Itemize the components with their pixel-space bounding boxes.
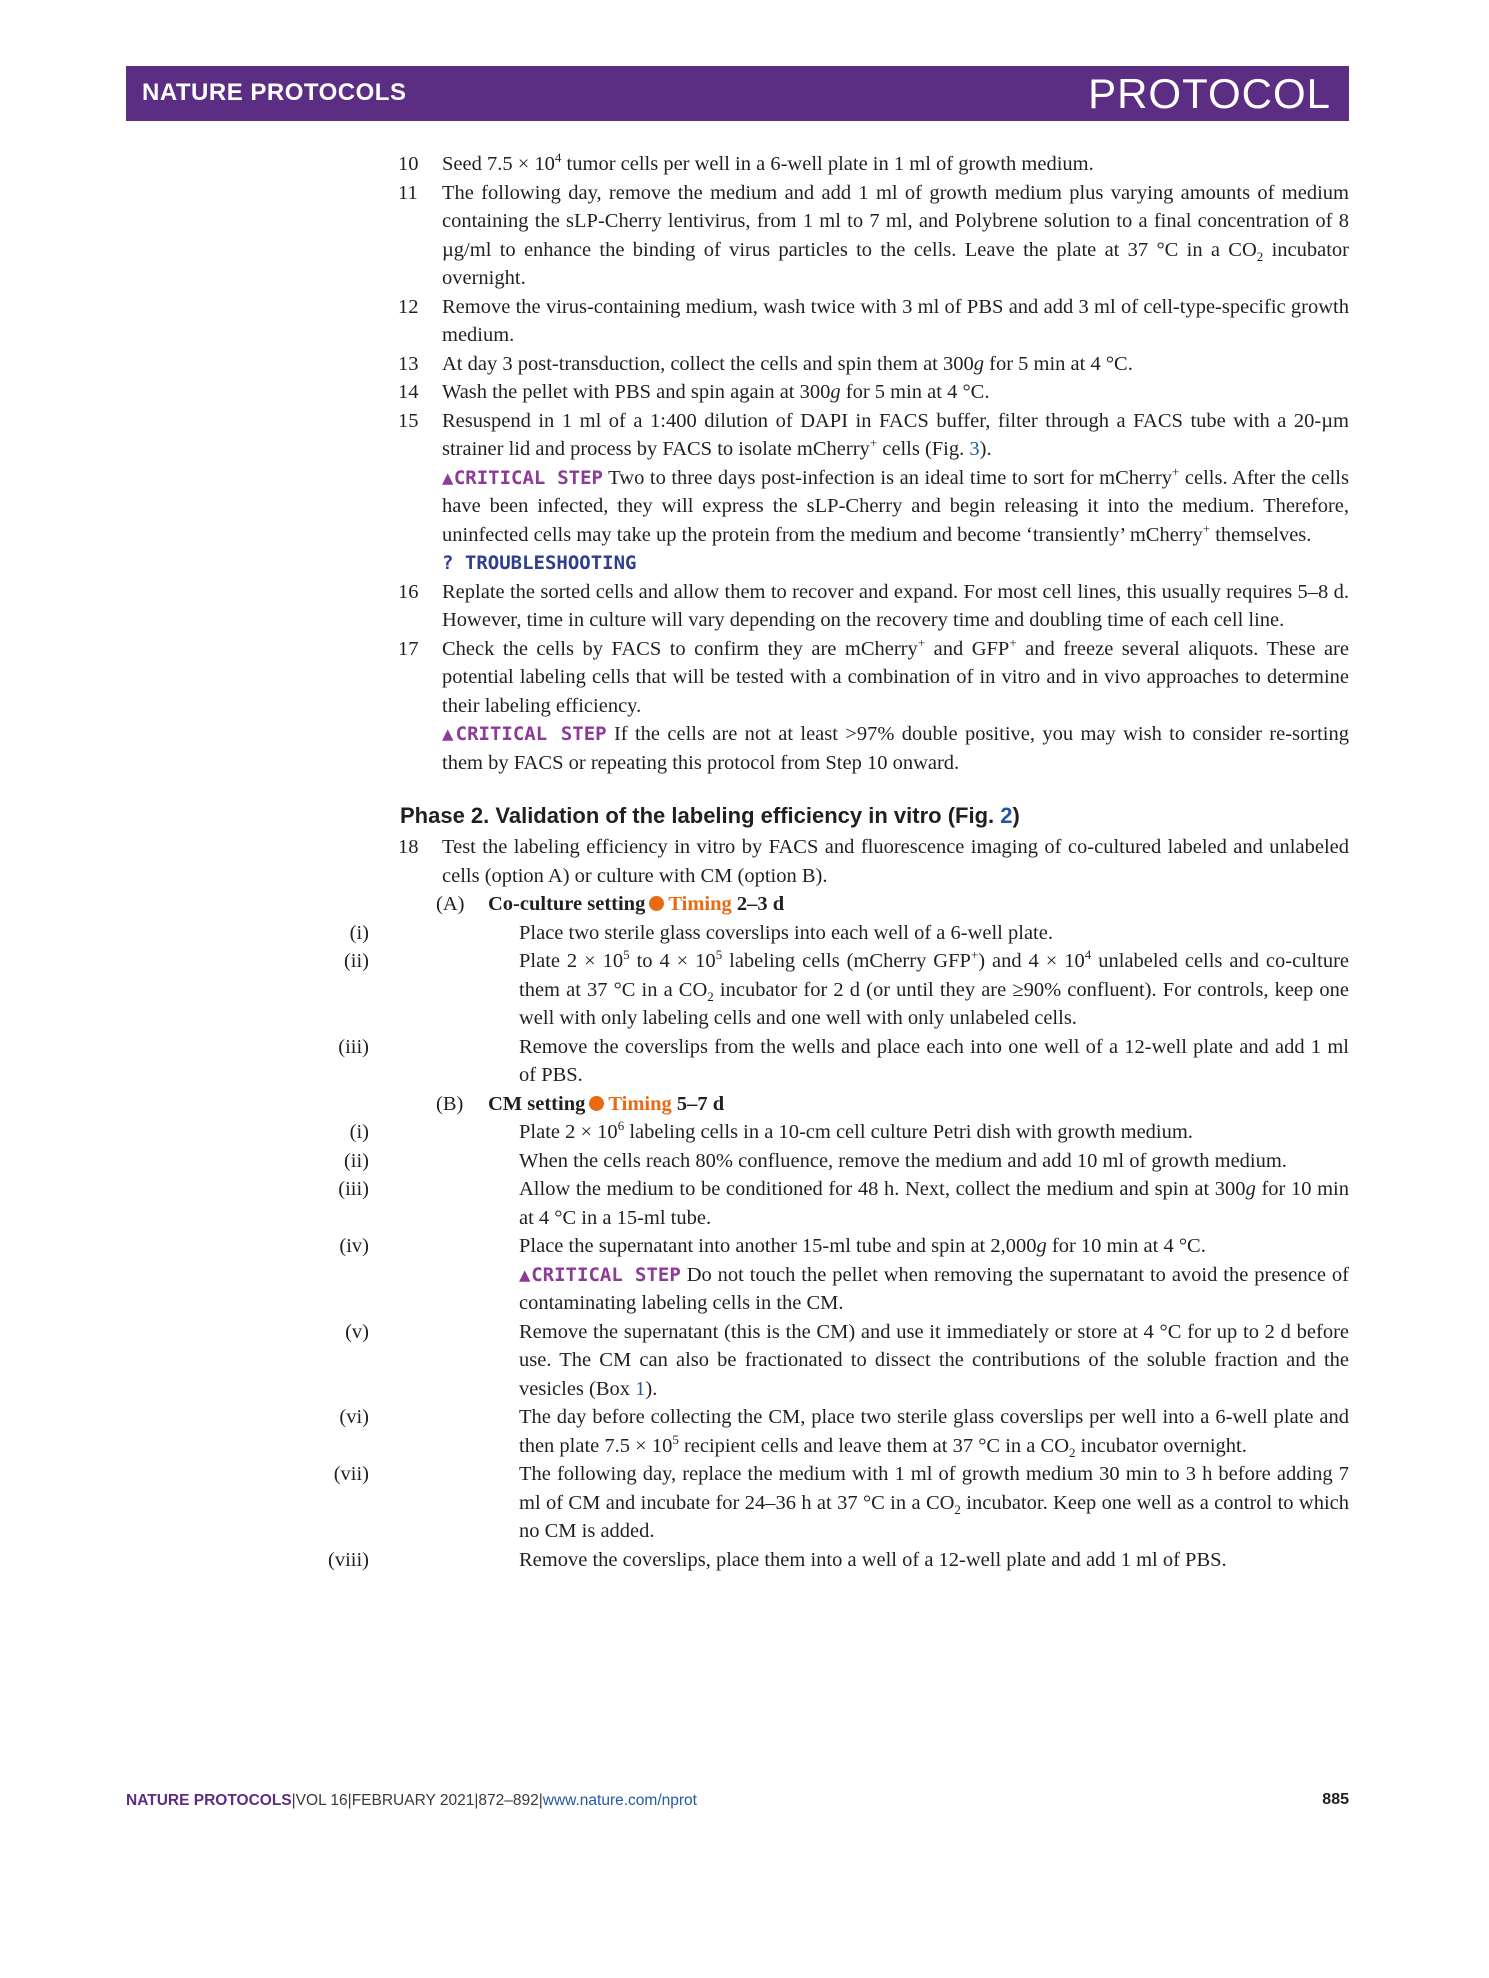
option-a-heading: (A) Co-culture setting Timing 2–3 d bbox=[0, 890, 1349, 919]
timing-dot-icon bbox=[649, 896, 664, 911]
option-b-item-ii: (ii) When the cells reach 80% confluence, remove the medium and add 10 ml of growth medium. bbox=[0, 1147, 1349, 1176]
item-label: (ii) bbox=[343, 1149, 369, 1172]
option-a-item-i: (i) Place two sterile glass coverslips into each well of a 6-well plate. bbox=[0, 919, 1349, 948]
option-label: (A) bbox=[436, 893, 465, 915]
step-11: 11 The following day, remove the medium and add 1 ml of growth medium plus varying amounts of medium containing the sLP-Cherry lentivirus, from 1 ml to 7 ml, and Polybrene solution to a final concentration of 8 µg/ml to enhance the binding of virus particles to the cells. Leave the plate at 37 °C in a $CO_2$ incubator overnight. bbox=[0, 179, 1349, 293]
step-17: 17 Check the cells by FACS to confirm they are mCherry+ and GFP+ and freeze several aliquots. These are potential labeling cells that will be tested with a combination of in vitro and in vivo approaches to determine their labeling efficiency. bbox=[398, 634, 1349, 717]
critical-step-tag: ▲CRITICAL STEP bbox=[442, 466, 603, 489]
section-label: PROTOCOL bbox=[1088, 70, 1331, 117]
item-label: (i) bbox=[349, 1121, 369, 1143]
timing-dot-icon bbox=[589, 1096, 604, 1111]
critical-step-tag: ▲CRITICAL STEP bbox=[442, 723, 607, 745]
footer-journal: NATURE PROTOCOLS bbox=[126, 1792, 292, 1809]
step-number: 10 bbox=[398, 153, 419, 175]
step-number: 18 bbox=[398, 836, 419, 858]
step-18: 18 Test the labeling efficiency in vitro by FACS and fluorescence imaging of co-cultured labeled and unlabeled cells (option A) or culture with CM (option B). bbox=[0, 833, 1349, 890]
step-12: 12 Remove the virus-containing medium, wash twice with 3 ml of PBS and add 3 ml of cell-type-specific growth medium. bbox=[0, 293, 1349, 350]
journal-name: NATURE PROTOCOLS bbox=[142, 79, 407, 106]
option-b-item-i: (i) Plate $2 \times 10^6$ labeling cells in a 10-cm cell culture Petri dish with growth medium. bbox=[0, 1118, 1349, 1147]
option-b-item-vi: (vi) The day before collecting the CM, place two sterile glass coverslips per well into a 6-well plate and then plate $7.5 \times 10^5$ recipient cells and leave them at 37 °C in a $CO_2$ incubator overnight. bbox=[0, 1403, 1349, 1460]
step-number: 11 bbox=[398, 181, 418, 204]
critical-step-17: ▲CRITICAL STEP If the cells are not at least >97% double positive, you may wish to consider re-sorting them by FACS or repeating this protocol from Step 10 onward. bbox=[442, 723, 1349, 774]
option-label: (B) bbox=[436, 1092, 464, 1115]
footer-citation: NATURE PROTOCOLS|VOL 16|FEBRUARY 2021|872–892|www.nature.com/nprot bbox=[126, 1792, 697, 1809]
step-15: 15 Resuspend in 1 ml of a 1:400 dilution of DAPI in FACS buffer, filter through a FACS tube with a 20-µm strainer lid and process by FACS to isolate mCherry+ cells (Fig. 3). bbox=[0, 407, 1349, 464]
step-number: 12 bbox=[398, 295, 419, 318]
item-label: (iii) bbox=[338, 1035, 369, 1058]
critical-step-15: ▲CRITICAL STEP Two to three days post-infection is an ideal time to sort for mCherry+ cells. After the cells have been infected, they will express the sLP-Cherry and begin releasing it into the medium. Therefore, uninfected cells may take up the protein from the medium and become ‘transiently’ mCherry+ themselves. bbox=[442, 463, 1349, 546]
item-label: (i) bbox=[349, 921, 369, 944]
footer-url-link[interactable]: www.nature.com/nprot bbox=[542, 1792, 697, 1809]
item-label: (iv) bbox=[339, 1235, 369, 1257]
item-label: (vii) bbox=[333, 1463, 369, 1485]
option-b-item-vii: (vii) The following day, replace the medium with 1 ml of growth medium 30 min to 3 h before adding 7 ml of CM and incubate for 24–36 h at 37 °C in a $CO_2$ incubator. Keep one well as a control to which no CM is added. bbox=[0, 1460, 1349, 1546]
option-a-item-ii: (ii) Plate $2 \times 10^5$ to $4 \times 10^5$ labeling cells (mCherry GFP+) and $4 \times 10^4$ unlabeled cells and co-culture them at 37 °C in a $CO_2$ incubator for 2 d (or until they are ≥90% confluent). For controls, keep one well with only labeling cells and one well with only unlabeled cells. bbox=[343, 947, 1349, 1029]
header-banner bbox=[126, 66, 1349, 121]
box-link[interactable]: 1 bbox=[635, 1377, 646, 1400]
figure-link[interactable]: 3 bbox=[969, 438, 980, 460]
item-label: (viii) bbox=[328, 1548, 369, 1571]
figure-link[interactable]: 2 bbox=[1000, 803, 1013, 828]
option-b-item-viii: (viii) Remove the coverslips, place them into a well of a 12-well plate and add 1 ml of PBS. bbox=[0, 1546, 1349, 1575]
option-b-item-iii: (iii) Allow the medium to be conditioned for 48 h. Next, collect the medium and spin at 300g for 10 min at 4 °C in a 15-ml tube. bbox=[0, 1175, 1349, 1232]
critical-step-b-iv: ▲CRITICAL STEP Do not touch the pellet when removing the supernatant to avoid the presence of contaminating labeling cells in the CM. bbox=[519, 1263, 1349, 1314]
option-b-item-v: (v) Remove the supernatant (this is the CM) and use it immediately or store at 4 °C for up to 2 d before use. The CM can also be fractionated to dissect the contributions of the soluble fraction and the vesicles (Box 1). bbox=[0, 1318, 1349, 1404]
step-10: 10 Seed $7.5 \times 10^4$ tumor cells per well in a 6-well plate in 1 ml of growth medium. bbox=[0, 150, 1349, 179]
phase-2-heading: Phase 2. Validation of the labeling efficiency in vitro (Fig. 2) bbox=[400, 803, 1020, 828]
step-number: 14 bbox=[398, 381, 419, 403]
item-label: (ii) bbox=[343, 950, 369, 972]
step-14: 14 Wash the pellet with PBS and spin again at 300g for 5 min at 4 °C. bbox=[0, 378, 1349, 407]
page-number: 885 bbox=[1322, 1791, 1349, 1808]
critical-step-tag: ▲CRITICAL STEP bbox=[519, 1263, 681, 1286]
step-13: 13 At day 3 post-transduction, collect the cells and spin them at 300g for 5 min at 4 °C. bbox=[0, 350, 1349, 379]
step-number: 15 bbox=[398, 409, 419, 432]
step-number: 16 bbox=[398, 580, 419, 603]
item-label: (vi) bbox=[339, 1406, 369, 1428]
troubleshooting-tag: ? TROUBLESHOOTING bbox=[442, 552, 637, 574]
item-label: (iii) bbox=[338, 1178, 369, 1200]
step-16: 16 Replate the sorted cells and allow them to recover and expand. For most cell lines, this usually requires 5–8 d. However, time in culture will vary depending on the recovery time and doubling time of each cell line. bbox=[0, 578, 1349, 635]
option-b-heading: (B) CM setting Timing 5–7 d bbox=[0, 1090, 1349, 1119]
item-label: (v) bbox=[345, 1320, 369, 1343]
step-number: 13 bbox=[398, 352, 419, 375]
protocol-body bbox=[0, 150, 1489, 1574]
option-a-item-iii: (iii) Remove the coverslips from the wells and place each into one well of a 12-well plate and add 1 ml of PBS. bbox=[0, 1033, 1349, 1090]
option-b-item-iv: (iv) Place the supernatant into another 15-ml tube and spin at 2,000g for 10 min at 4 °C. bbox=[0, 1232, 1349, 1261]
step-number: 17 bbox=[398, 637, 419, 660]
